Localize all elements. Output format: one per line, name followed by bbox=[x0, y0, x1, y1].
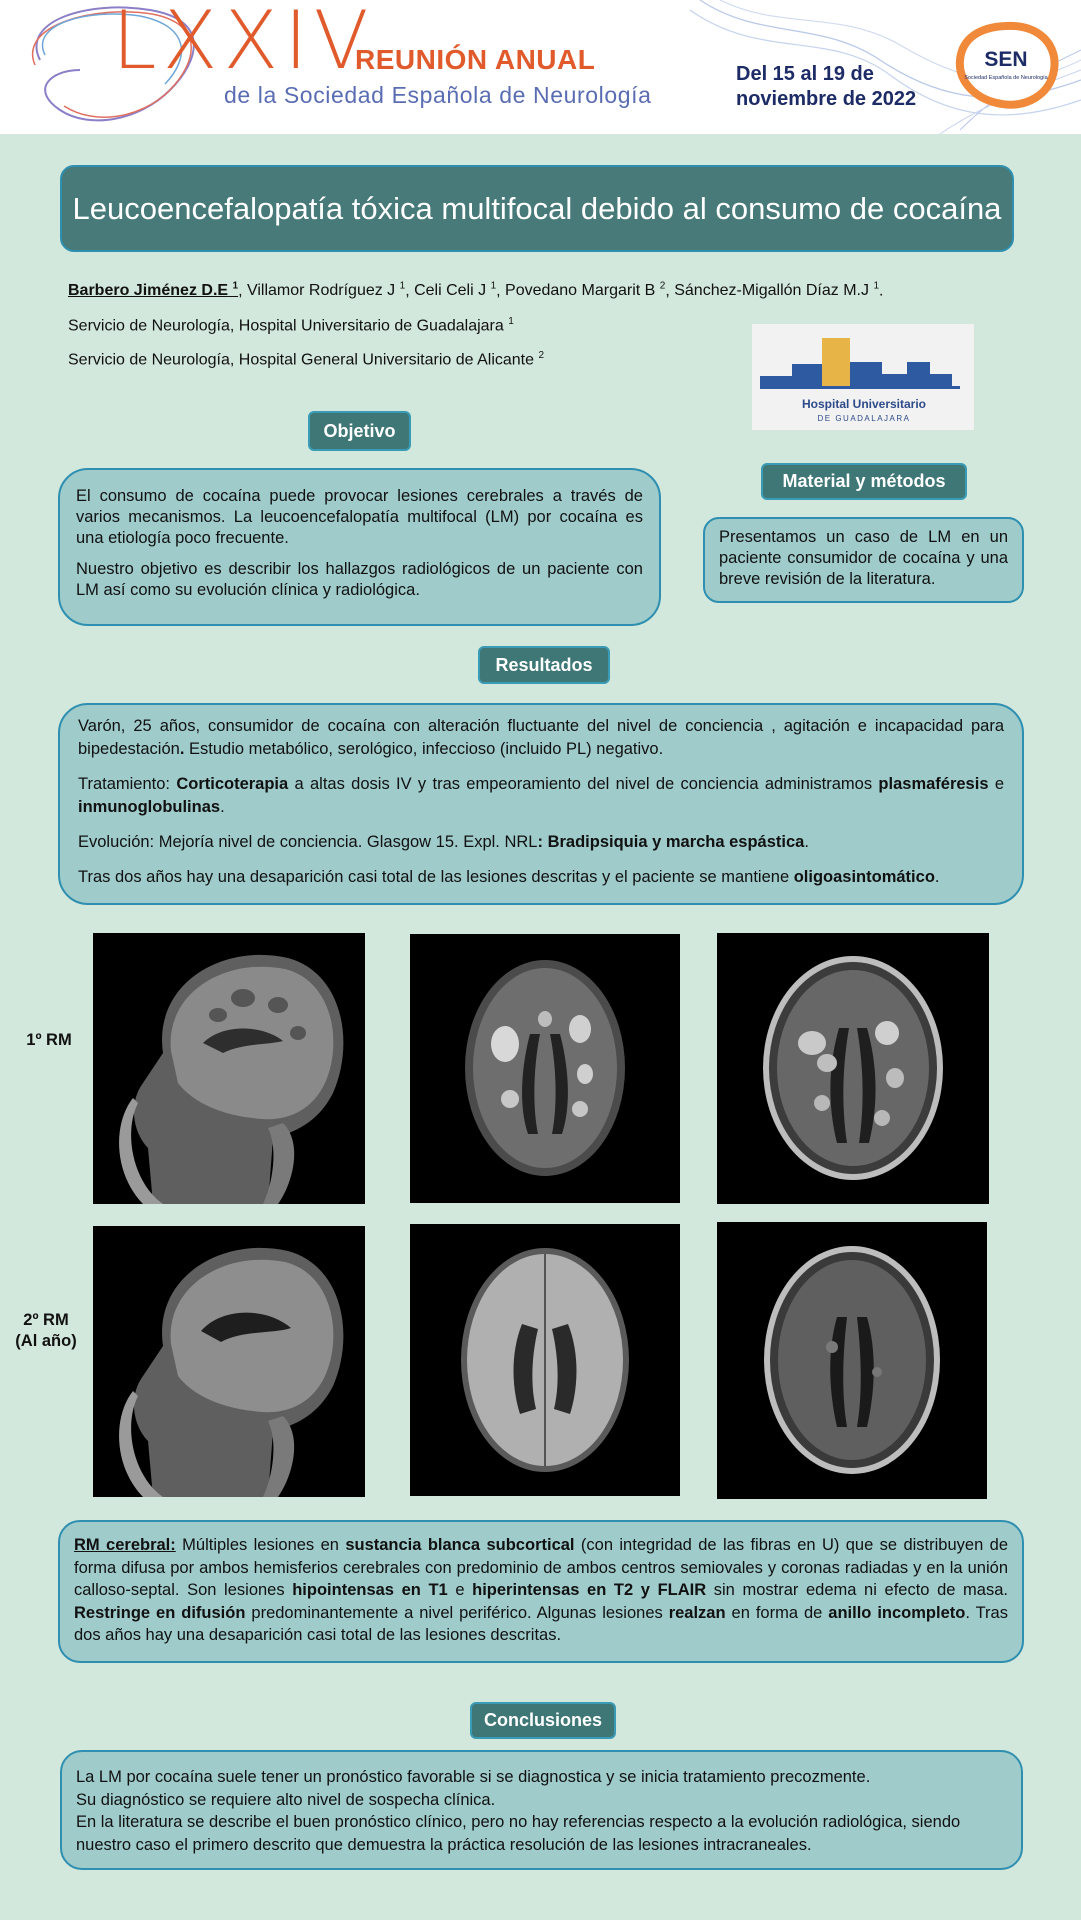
objetivo-heading: Objetivo bbox=[308, 411, 411, 451]
dates-line-1: Del 15 al 19 de bbox=[736, 63, 874, 85]
author-list: Barbero Jiménez D.E $^1$, Villamor Rodríguez J $^1$, Celi Celi J $^1$, Povedano Margarit B $^2$, Sánchez-Migallón Díaz M.J $^1$. bbox=[68, 281, 884, 300]
sen-logo bbox=[950, 18, 1062, 113]
material-metodos-heading: Material y métodos bbox=[761, 463, 967, 500]
edition-number: LXXIV bbox=[112, 0, 375, 87]
conclusiones-box bbox=[60, 1750, 1023, 1870]
mri-axial-dwi-second bbox=[410, 1224, 680, 1496]
mri-axial-flair-second bbox=[717, 1222, 987, 1499]
sen-logo-subtext: Sociedad Española de Neurología bbox=[964, 75, 1048, 81]
mri-sagittal-t1-first bbox=[93, 933, 365, 1204]
mri-row-label-1: 1º RM bbox=[26, 1031, 72, 1049]
mri-axial-flair-first bbox=[717, 933, 989, 1204]
rm-cerebral-box bbox=[58, 1520, 1024, 1663]
sen-logo-text: SEN bbox=[984, 48, 1028, 71]
meeting-title: REUNIÓN ANUAL bbox=[355, 44, 596, 75]
resultados-paragraph-2: Tratamiento: Corticoterapia a altas dosis IV y tras empeoramiento del nivel de conciencia administramos plasmaféresis e inmunoglobulinas. bbox=[78, 775, 1004, 816]
conclusion-line-3: En la literatura se describe el buen pronóstico clínico, pero no hay referencias respecto a la evolución radiológica, siendo nuestro caso el primero descrito que demuestra la práctica resolución de las lesiones intracraneales. bbox=[76, 1813, 961, 1854]
objetivo-paragraph-2: Nuestro objetivo es describir los hallazgos radiológicos de un paciente con LM así como su evolución clínica y radiológica. bbox=[76, 560, 643, 599]
conclusiones-heading: Conclusiones bbox=[470, 1702, 616, 1739]
author: Celi Celi J $^1$ bbox=[414, 281, 497, 300]
rm-cerebral-text: RM cerebral: Múltiples lesiones en sustancia blanca subcortical (con integridad de las fibras en U) que se distribuyen de forma difusa por ambos hemisferios cerebrales con predominio de ambos centros semiovales y coronas radiadas y en la unión calloso-septal. Son lesiones hipointensas en T1 e hiperintensas en T2 y FLAIR sin mostrar edema ni efecto de masa. Restringe en difusión predominantemente a nivel periférico. Algunas lesiones realzan en forma de anillo incompleto. Tras dos años hay una desaparición casi total de las lesiones descritas. bbox=[74, 1536, 1009, 1644]
resultados-paragraph-3: Evolución: Mejoría nivel de conciencia. Glasgow 15. Expl. NRL: Bradipsiquia y marcha espástica. bbox=[78, 833, 809, 851]
resultados-paragraph-1: Varón, 25 años, consumidor de cocaína con alteración fluctuante del nivel de conciencia , agitación e incapacidad para bipedestación. Estudio metabólico, serológico, infeccioso (incluido PL) negativo. bbox=[78, 717, 1004, 758]
affiliation-2: Servicio de Neurología, Hospital General Universitario de Alicante $^2$ bbox=[68, 350, 545, 369]
society-name: de la Sociedad Española de Neurología bbox=[224, 82, 652, 108]
hospital-logo-line-2: DE GUADALAJARA bbox=[817, 414, 911, 423]
objetivo-box bbox=[58, 468, 661, 626]
dates-line-2: noviembre de 2022 bbox=[736, 88, 917, 110]
author: Villamor Rodríguez J $^1$ bbox=[246, 281, 406, 300]
mri-row-label-2: 2º RM (Al año) bbox=[15, 1311, 77, 1350]
conclusion-line-2: Su diagnóstico se requiere alto nivel de sospecha clínica. bbox=[76, 1790, 496, 1809]
mri-sagittal-t1-second bbox=[93, 1226, 365, 1497]
objetivo-paragraph-1: El consumo de cocaína puede provocar lesiones cerebrales a través de varios mecanismos. La leucoencefalopatía multifocal (LM) por cocaína es una etiología poco frecuente. bbox=[76, 487, 643, 547]
header-banner bbox=[0, 0, 1081, 134]
author: Sánchez-Migallón Díaz M.J $^1$ bbox=[674, 281, 879, 300]
resultados-box bbox=[58, 703, 1024, 905]
hospital-logo-line-1: Hospital Universitario bbox=[801, 397, 927, 411]
lead-author: Barbero Jiménez D.E $^1$ bbox=[68, 281, 239, 300]
affiliation-1: Servicio de Neurología, Hospital Universitario de Guadalajara $^1$ bbox=[68, 316, 514, 335]
meeting-dates bbox=[736, 62, 916, 112]
hospital-logo bbox=[752, 324, 974, 430]
conclusion-line-1: La LM por cocaína suele tener un pronóstico favorable si se diagnostica y se inicia tratamiento precozmente. bbox=[76, 1768, 871, 1786]
poster-title: Leucoencefalopatía tóxica multifocal debido al consumo de cocaína bbox=[60, 165, 1014, 252]
author: Povedano Margarit B $^2$ bbox=[505, 281, 666, 300]
resultados-heading: Resultados bbox=[478, 646, 610, 684]
material-metodos-box bbox=[703, 517, 1024, 603]
resultados-paragraph-4: Tras dos años hay una desaparición casi total de las lesiones descritas y el paciente se mantiene oligoasintomático. bbox=[78, 868, 940, 886]
mri-axial-dwi-first bbox=[410, 934, 680, 1203]
material-metodos-text: Presentamos un caso de LM en un paciente consumidor de cocaína y una breve revisión de la literatura. bbox=[719, 528, 1008, 588]
